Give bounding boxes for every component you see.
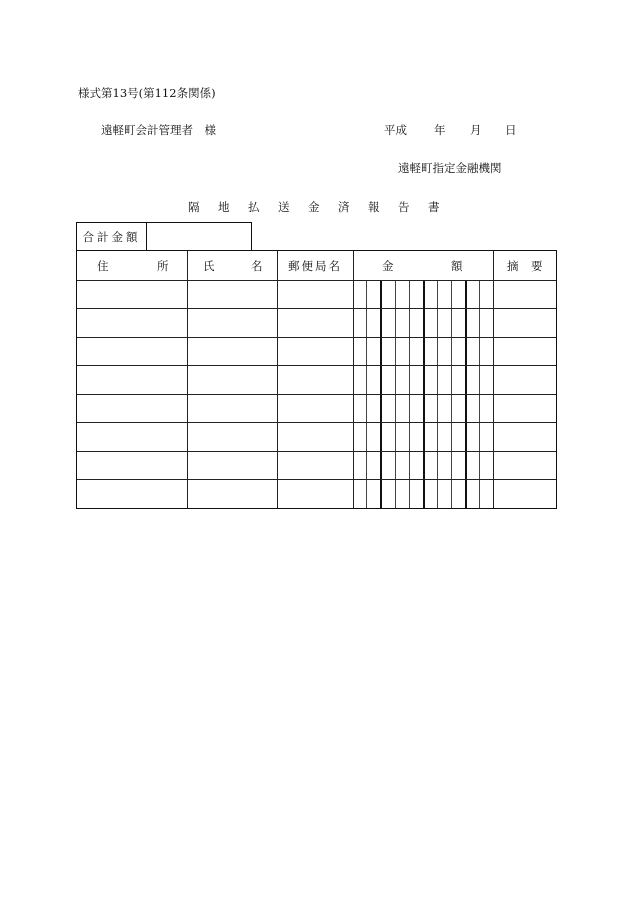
remittance-table bbox=[76, 250, 557, 509]
header-amount-char: 金 bbox=[382, 259, 394, 273]
header-name-char: 名 bbox=[251, 259, 263, 273]
header-address bbox=[77, 251, 187, 281]
header-remarks-char: 摘 bbox=[507, 259, 519, 273]
title-char: 地 bbox=[218, 200, 230, 214]
row-divider bbox=[77, 422, 556, 423]
row-divider bbox=[77, 394, 556, 395]
col-divider bbox=[277, 251, 278, 508]
addressee: 遠軽町会計管理者 様 bbox=[101, 123, 216, 137]
total-amount-box bbox=[76, 222, 252, 250]
title-char: 金 bbox=[308, 200, 320, 214]
title-char: 送 bbox=[278, 200, 290, 214]
row-divider bbox=[77, 365, 556, 366]
date-year: 年 bbox=[434, 123, 446, 137]
designated-bank: 遠軽町指定金融機関 bbox=[398, 161, 502, 175]
header-amount-char: 額 bbox=[451, 259, 463, 273]
title-char: 告 bbox=[398, 200, 410, 214]
title-char: 済 bbox=[338, 200, 350, 214]
col-divider bbox=[187, 251, 188, 508]
date-month: 月 bbox=[470, 123, 482, 137]
header-remarks bbox=[493, 251, 556, 281]
total-amount-field[interactable] bbox=[147, 223, 251, 250]
date-day: 日 bbox=[505, 123, 517, 137]
header-remarks-char: 要 bbox=[531, 259, 543, 273]
header-name bbox=[187, 251, 277, 281]
title-char: 報 bbox=[368, 200, 380, 214]
title-char: 払 bbox=[248, 200, 260, 214]
col-divider bbox=[493, 251, 494, 508]
total-amount-label: 合計金額 bbox=[77, 223, 147, 250]
header-address-char: 住 bbox=[97, 259, 109, 273]
form-number: 様式第13号(第112条関係) bbox=[78, 86, 216, 100]
row-divider bbox=[77, 479, 556, 480]
header-name-char: 氏 bbox=[203, 259, 215, 273]
header-amount bbox=[353, 251, 493, 281]
row-divider bbox=[77, 308, 556, 309]
row-divider bbox=[77, 337, 556, 338]
title-char: 隔 bbox=[188, 200, 200, 214]
col-divider bbox=[353, 251, 354, 508]
date-era: 平成 bbox=[384, 123, 407, 137]
document-title bbox=[188, 199, 458, 215]
header-post-office: 郵便局名 bbox=[288, 259, 342, 273]
header-address-char: 所 bbox=[157, 259, 169, 273]
row-divider bbox=[77, 451, 556, 452]
title-char: 書 bbox=[428, 200, 440, 214]
